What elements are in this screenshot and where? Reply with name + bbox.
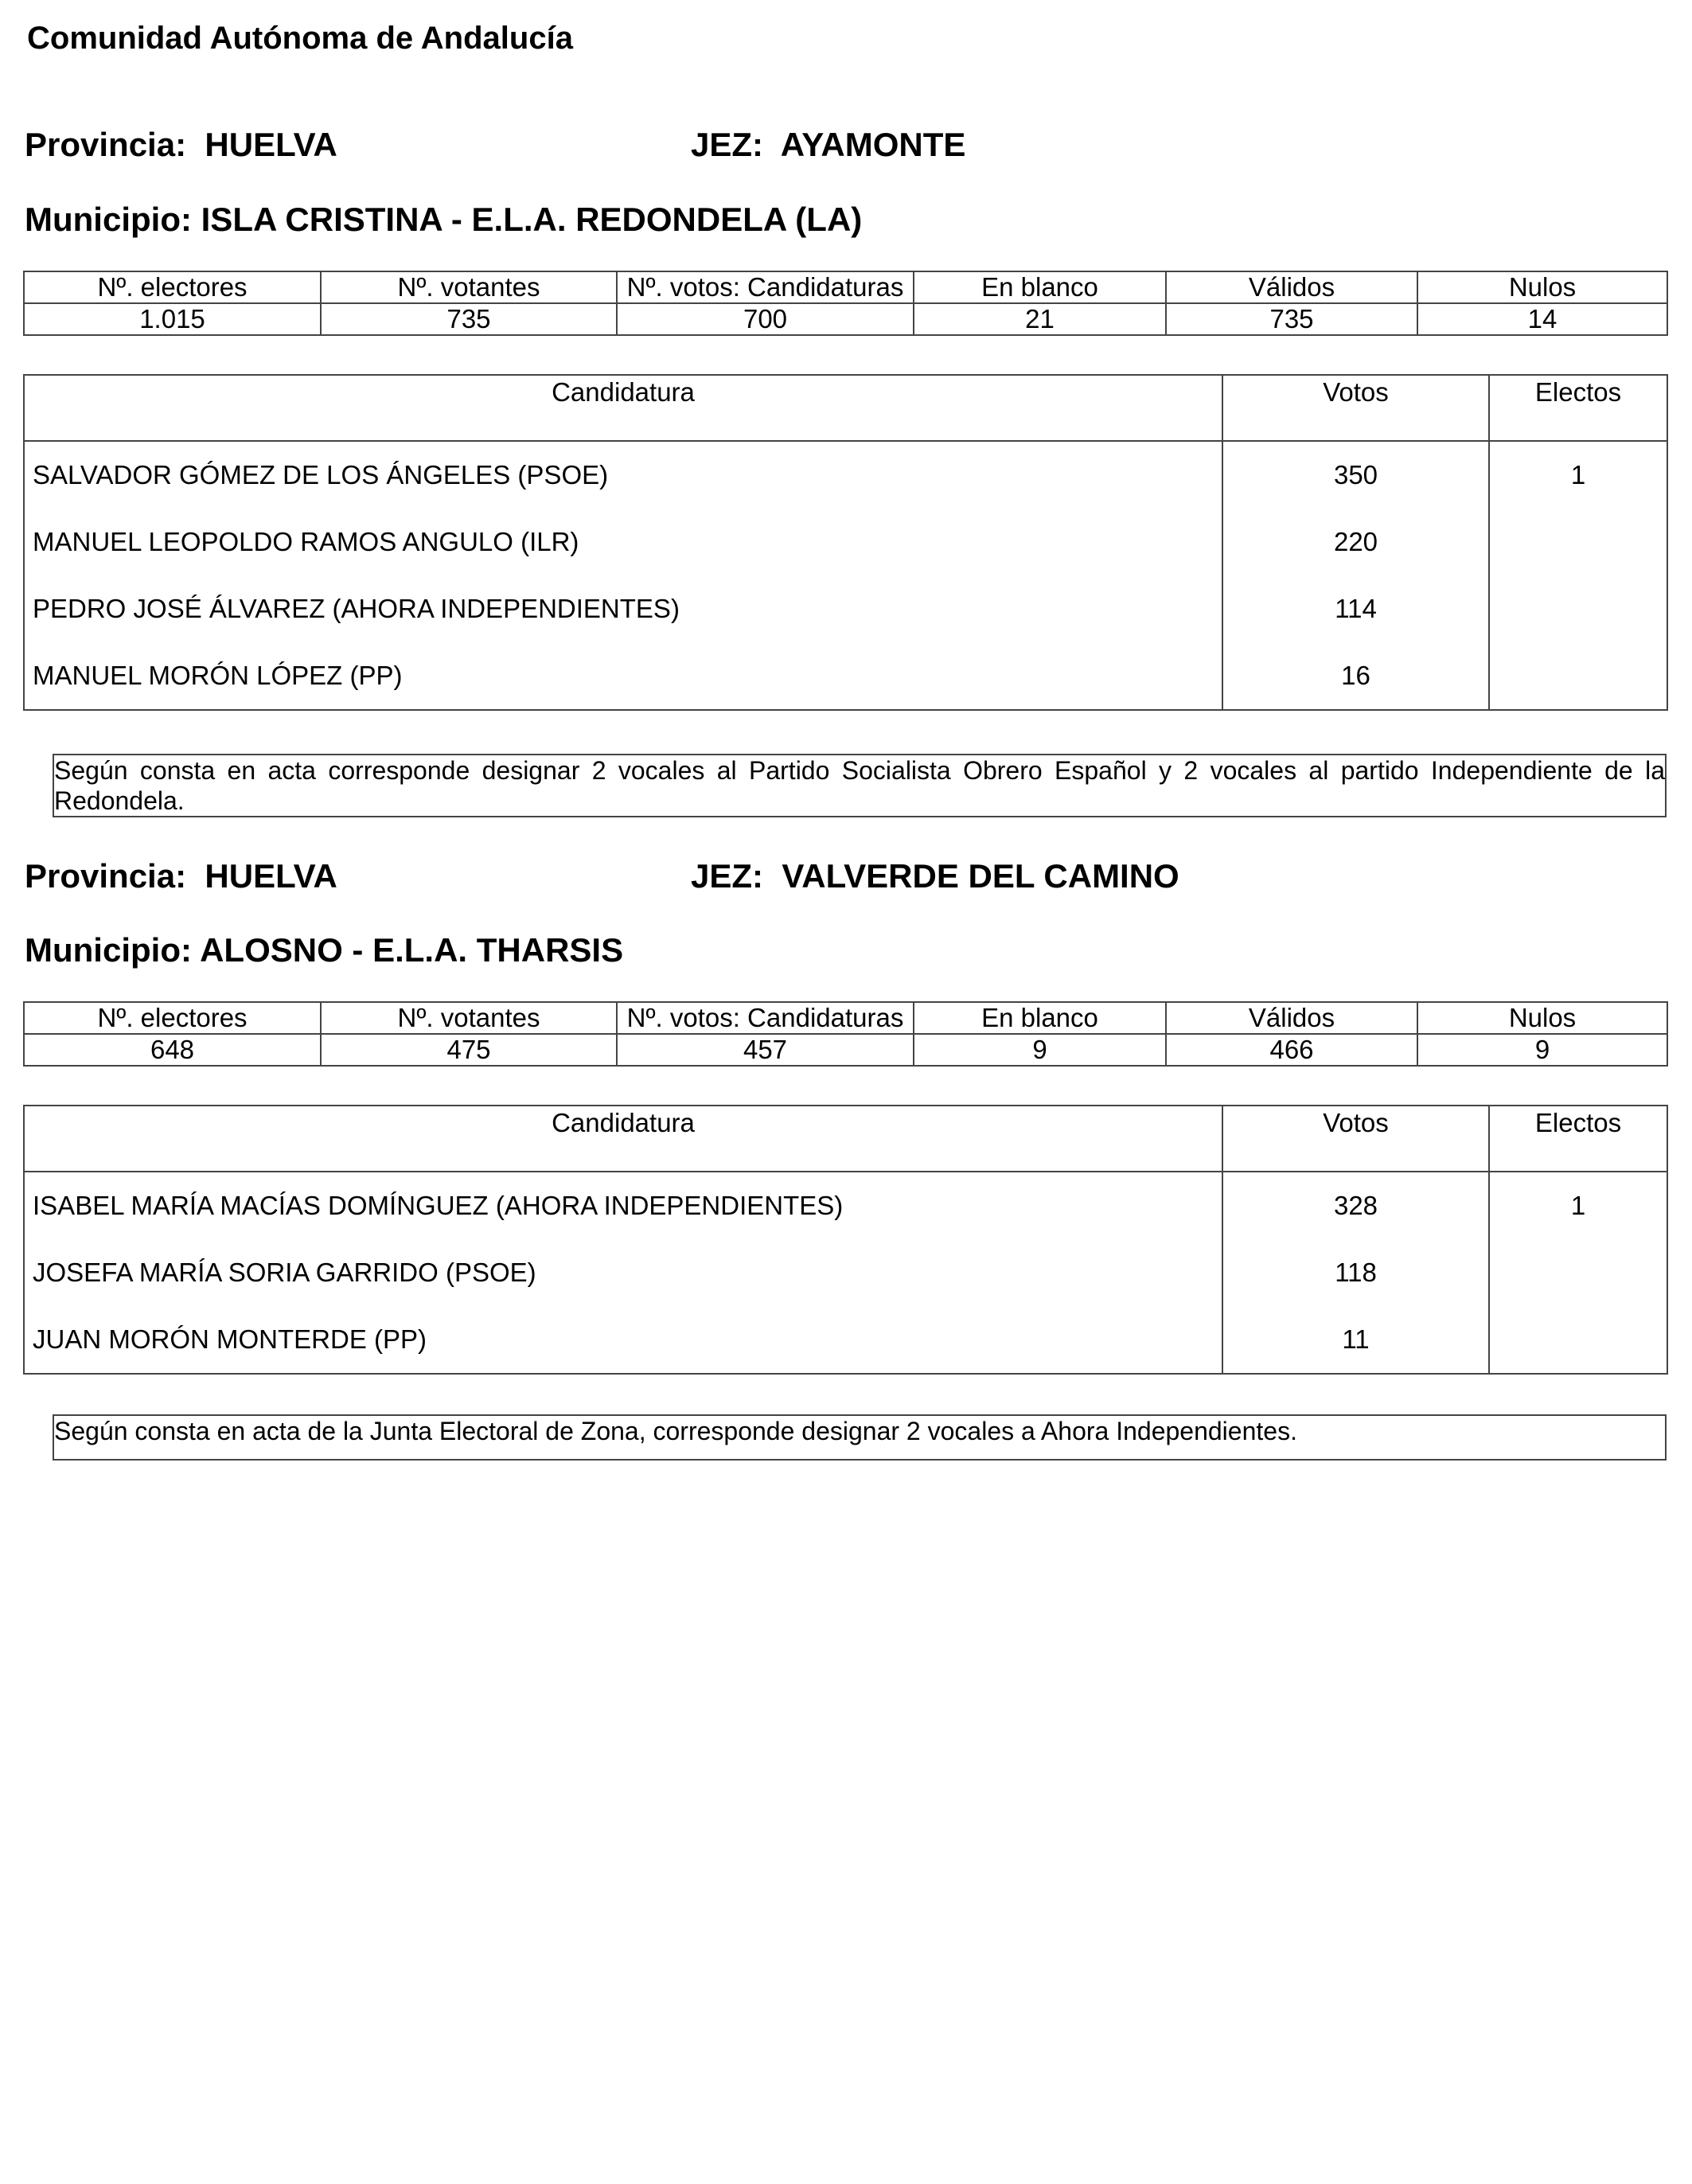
stats-header-cell: En blanco bbox=[914, 271, 1166, 303]
stats-value-cell: 1.015 bbox=[24, 303, 321, 335]
stats-value-cell: 9 bbox=[914, 1034, 1166, 1066]
candidate-votes: 118 bbox=[1222, 1239, 1489, 1306]
provincia-value: HUELVA bbox=[205, 857, 337, 895]
candidatura-header: Candidatura bbox=[24, 375, 1222, 441]
jez-label: JEZ: bbox=[691, 857, 764, 895]
candidate-elected bbox=[1489, 575, 1667, 642]
stats-header-cell: Nulos bbox=[1417, 1002, 1667, 1034]
provincia-value: HUELVA bbox=[205, 126, 337, 163]
jez-label: JEZ: bbox=[691, 126, 764, 163]
municipio-line bbox=[25, 201, 862, 239]
candidate-name: ISABEL MARÍA MACÍAS DOMÍNGUEZ (AHORA INDEPENDIENTES) bbox=[33, 1191, 844, 1220]
candidates-header-row bbox=[24, 375, 1667, 441]
stats-header-cell: Válidos bbox=[1166, 1002, 1417, 1034]
candidate-name: MANUEL LEOPOLDO RAMOS ANGULO (ILR) bbox=[33, 527, 579, 556]
table-row bbox=[24, 1239, 1667, 1306]
municipio-line bbox=[25, 931, 623, 969]
provincia-line bbox=[25, 857, 337, 895]
provincia-label: Provincia: bbox=[25, 126, 187, 163]
stats-value-cell: 735 bbox=[321, 303, 617, 335]
stats-value-cell: 735 bbox=[1166, 303, 1417, 335]
candidate-votes: 220 bbox=[1222, 509, 1489, 575]
candidate-votes: 328 bbox=[1222, 1172, 1489, 1239]
stats-header-cell: Válidos bbox=[1166, 271, 1417, 303]
stats-value-cell: 466 bbox=[1166, 1034, 1417, 1066]
jez-value: VALVERDE DEL CAMINO bbox=[782, 857, 1179, 895]
votos-header: Votos bbox=[1222, 1106, 1489, 1172]
candidates-header-row bbox=[24, 1106, 1667, 1172]
votos-header: Votos bbox=[1222, 375, 1489, 441]
region-title: Comunidad Autónoma de Andalucía bbox=[27, 21, 573, 56]
provincia-line bbox=[25, 126, 337, 164]
candidates-table bbox=[23, 374, 1668, 711]
note-box: Según consta en acta corresponde designar 2 vocales al Partido Socialista Obrero Español y 2 vocales al partido Independiente de la Redondela. bbox=[53, 754, 1667, 817]
stats-value-cell: 21 bbox=[914, 303, 1166, 335]
stats-header-cell: Nº. votantes bbox=[321, 271, 617, 303]
stats-value-cell: 9 bbox=[1417, 1034, 1667, 1066]
table-row bbox=[24, 575, 1667, 642]
candidate-name: MANUEL MORÓN LÓPEZ (PP) bbox=[33, 661, 403, 690]
stats-header-cell: En blanco bbox=[914, 1002, 1166, 1034]
table-row bbox=[24, 1172, 1667, 1239]
table-row bbox=[24, 1306, 1667, 1374]
candidate-votes: 11 bbox=[1222, 1306, 1489, 1374]
stats-value-cell: 457 bbox=[617, 1034, 914, 1066]
jez-line bbox=[691, 857, 1179, 895]
candidate-elected bbox=[1489, 642, 1667, 710]
table-row bbox=[24, 509, 1667, 575]
candidate-name: JUAN MORÓN MONTERDE (PP) bbox=[33, 1324, 427, 1354]
electos-header: Electos bbox=[1489, 1106, 1667, 1172]
stats-value-cell: 475 bbox=[321, 1034, 617, 1066]
municipio-label: Municipio: bbox=[25, 201, 192, 238]
candidate-elected: 1 bbox=[1489, 1172, 1667, 1239]
table-row bbox=[24, 642, 1667, 710]
stats-header-cell: Nº. votos: Candidaturas bbox=[617, 271, 914, 303]
electos-header: Electos bbox=[1489, 375, 1667, 441]
municipio-value: ISLA CRISTINA - E.L.A. REDONDELA (LA) bbox=[201, 201, 863, 238]
candidatura-header: Candidatura bbox=[24, 1106, 1222, 1172]
jez-line bbox=[691, 126, 965, 164]
provincia-label: Provincia: bbox=[25, 857, 187, 895]
candidate-elected bbox=[1489, 1306, 1667, 1374]
stats-header-row bbox=[24, 1002, 1667, 1034]
stats-value-cell: 14 bbox=[1417, 303, 1667, 335]
candidate-elected bbox=[1489, 509, 1667, 575]
candidates-table bbox=[23, 1105, 1668, 1375]
stats-header-cell: Nº. votos: Candidaturas bbox=[617, 1002, 914, 1034]
municipio-value: ALOSNO - E.L.A. THARSIS bbox=[200, 931, 624, 969]
candidate-name: JOSEFA MARÍA SORIA GARRIDO (PSOE) bbox=[33, 1258, 536, 1287]
stats-value-row bbox=[24, 303, 1667, 335]
candidate-elected bbox=[1489, 1239, 1667, 1306]
stats-value-cell: 700 bbox=[617, 303, 914, 335]
stats-header-cell: Nº. votantes bbox=[321, 1002, 617, 1034]
candidate-votes: 114 bbox=[1222, 575, 1489, 642]
stats-header-cell: Nº. electores bbox=[24, 271, 321, 303]
candidate-name: PEDRO JOSÉ ÁLVAREZ (AHORA INDEPENDIENTES) bbox=[33, 594, 680, 623]
stats-value-row bbox=[24, 1034, 1667, 1066]
municipio-label: Municipio: bbox=[25, 931, 192, 969]
stats-header-row bbox=[24, 271, 1667, 303]
candidate-name: SALVADOR GÓMEZ DE LOS ÁNGELES (PSOE) bbox=[33, 460, 609, 489]
candidate-votes: 350 bbox=[1222, 441, 1489, 509]
stats-value-cell: 648 bbox=[24, 1034, 321, 1066]
note-box: Según consta en acta de la Junta Electoral de Zona, corresponde designar 2 vocales a Ahora Independientes. bbox=[53, 1414, 1667, 1461]
jez-value: AYAMONTE bbox=[780, 126, 966, 163]
stats-header-cell: Nº. electores bbox=[24, 1002, 321, 1034]
stats-table bbox=[23, 1001, 1668, 1067]
stats-table bbox=[23, 271, 1668, 336]
table-row bbox=[24, 441, 1667, 509]
stats-header-cell: Nulos bbox=[1417, 271, 1667, 303]
candidate-votes: 16 bbox=[1222, 642, 1489, 710]
candidate-elected: 1 bbox=[1489, 441, 1667, 509]
